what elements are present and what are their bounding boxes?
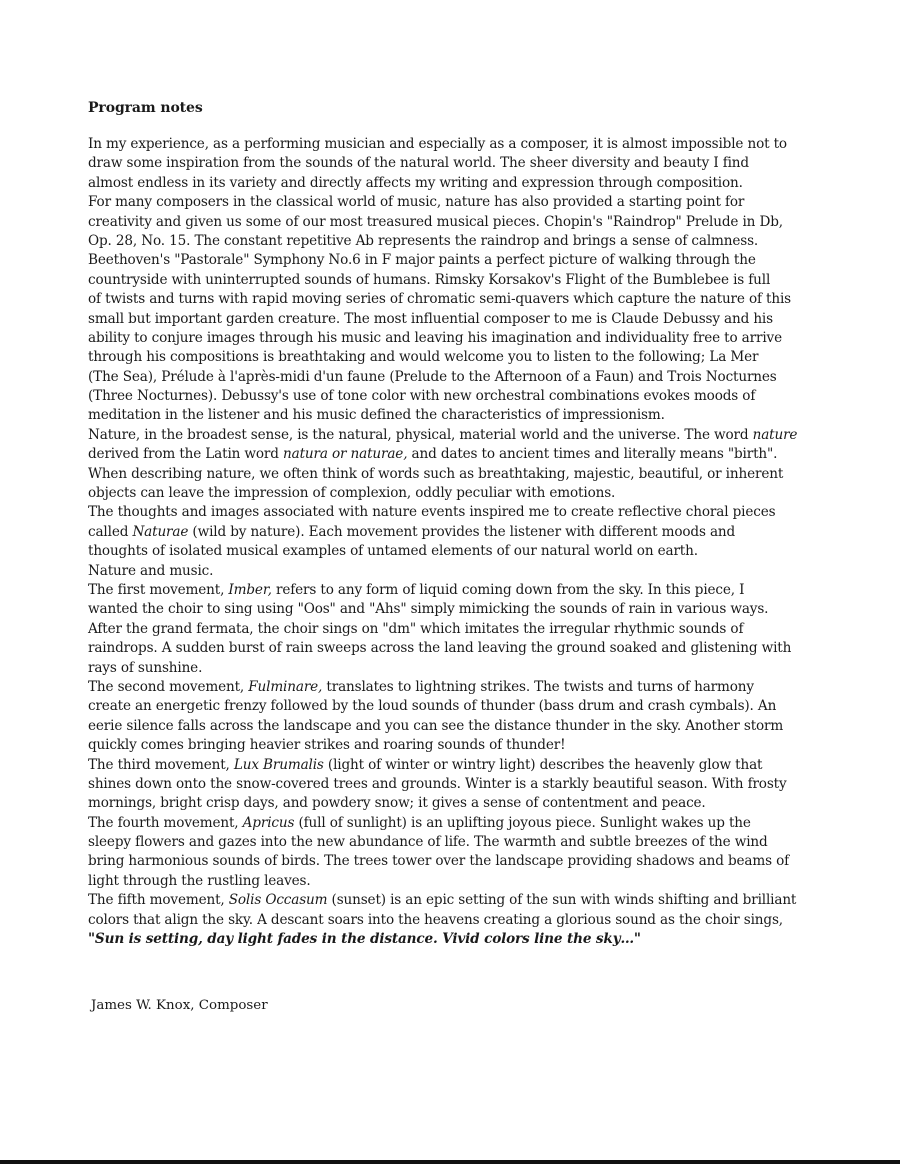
- text-line: light through the rustling leaves.: [88, 872, 311, 889]
- italic-term: Lux Brumalis: [233, 756, 324, 773]
- text-line: After the grand fermata, the choir sings on "dm" which imitates the irregular rhythmic sounds of: [88, 620, 744, 637]
- text-line: objects can leave the impression of complexion, oddly peculiar with emotions.: [88, 485, 616, 502]
- page-bottom-edge: [0, 1160, 900, 1164]
- text-line: Beethoven's "Pastorale" Symphony No.6 in F major paints a perfect picture of walking through the: [88, 252, 756, 269]
- text-line: wanted the choir to sing using "Oos" and "Ahs" simply mimicking the sounds of rain in various ways.: [88, 601, 769, 618]
- text-run: The third movement,: [88, 756, 234, 773]
- text-line: [88, 581, 788, 600]
- composer-signature: James W. Knox, Composer: [91, 998, 268, 1013]
- text-run: (full of sunlight) is an uplifting joyous piece. Sunlight wakes up the: [294, 814, 751, 831]
- italic-term: Solis Occasum: [228, 892, 328, 909]
- text-line: draw some inspiration from the sounds of the natural world. The sheer diversity and beauty I find: [88, 155, 749, 172]
- italic-term: Fulminare,: [248, 678, 323, 695]
- page-title: Program notes: [88, 100, 203, 116]
- text-run: (sunset) is an epic setting of the sun with winds shifting and brilliant: [327, 892, 797, 909]
- italic-term: natura or naturae,: [283, 446, 408, 463]
- text-run: The first movement,: [88, 581, 229, 598]
- text-line: colors that align the sky. A descant soars into the heavens creating a glorious sound as the choir sings,: [88, 911, 783, 928]
- text-line: ability to conjure images through his music and leaving his imagination and individuality free to arrive: [88, 329, 782, 346]
- text-run: (wild by nature). Each movement provides the listener with different moods and: [188, 523, 736, 540]
- text-line: [88, 678, 788, 697]
- text-run: and dates to ancient times and literally means "birth".: [407, 446, 778, 463]
- text-line: mornings, bright crisp days, and powdery snow; it gives a sense of contentment and peace.: [88, 795, 706, 812]
- text-line: through his compositions is breathtaking and would welcome you to listen to the following; La Mer: [88, 349, 759, 366]
- text-line: Op. 28, No. 15. The constant repetitive Ab represents the raindrop and brings a sense of calmness.: [88, 232, 759, 249]
- text-line: meditation in the listener and his music defined the characteristics of impressionism.: [88, 407, 665, 424]
- text-line: [88, 756, 788, 775]
- text-line: of twists and turns with rapid moving series of chromatic semi-quavers which capture the nature of this: [88, 291, 791, 308]
- text-line: [88, 426, 798, 445]
- text-run: Nature, in the broadest sense, is the natural, physical, material world and the universe. The word: [88, 426, 753, 443]
- text-line: thoughts of isolated musical examples of untamed elements of our natural world on earth.: [88, 543, 698, 560]
- text-line: shines down onto the snow-covered trees and grounds. Winter is a starkly beautiful season. With frosty: [88, 775, 787, 792]
- text-run: The fifth movement,: [88, 892, 229, 909]
- text-line: [88, 523, 788, 542]
- text-line: [88, 814, 788, 833]
- text-line: raindrops. A sudden burst of rain sweeps across the land leaving the ground soaked and glistening with: [88, 640, 792, 657]
- text-line: Nature and music.: [88, 562, 214, 579]
- text-line: (The Sea), Prélude à l'après-midi d'un faune (Prelude to the Afternoon of a Faun) and Trois Nocturnes: [88, 368, 777, 385]
- text-line: In my experience, as a performing musician and especially as a composer, it is almost impossible not to: [88, 136, 787, 152]
- text-line: (Three Nocturnes). Debussy's use of tone color with new orchestral combinations evokes moods of: [88, 388, 756, 405]
- text-line: The thoughts and images associated with nature events inspired me to create reflective choral pieces: [88, 504, 776, 521]
- italic-term: Naturae: [132, 523, 189, 540]
- text-run: The second movement,: [88, 678, 249, 695]
- text-line: When describing nature, we often think of words such as breathtaking, majestic, beautiful, or inherent: [88, 465, 784, 482]
- italic-term: Imber,: [228, 581, 272, 598]
- text-run: The fourth movement,: [88, 814, 243, 831]
- choir-lyric-quote: "Sun is setting, day light fades in the distance. Vivid colors line the sky…": [88, 931, 641, 948]
- text-line: countryside with uninterrupted sounds of humans. Rimsky Korsakov's Flight of the Bumblebee is full: [88, 271, 771, 288]
- text-line: bring harmonious sounds of birds. The trees tower over the landscape providing shadows and beams of: [88, 853, 790, 870]
- text-line: rays of sunshine.: [88, 659, 203, 676]
- text-line: sleepy flowers and gazes into the new abundance of life. The warmth and subtle breezes of the wind: [88, 834, 768, 851]
- text-run: derived from the Latin word: [88, 446, 284, 463]
- text-line: small but important garden creature. The most influential composer to me is Claude Debussy and his: [88, 310, 773, 327]
- text-line: create an energetic frenzy followed by the loud sounds of thunder (bass drum and crash cymbals). An: [88, 698, 777, 715]
- program-notes-body: [88, 135, 798, 949]
- text-line: eerie silence falls across the landscape and you can see the distance thunder in the sky. Another storm: [88, 717, 784, 734]
- text-run: called: [88, 523, 133, 540]
- text-line: [88, 891, 797, 910]
- text-run: refers to any form of liquid coming down from the sky. In this piece, I: [271, 581, 745, 598]
- text-line: For many composers in the classical world of music, nature has also provided a starting point for: [88, 194, 745, 211]
- text-line: creativity and given us some of our most treasured musical pieces. Chopin's "Raindrop" Prelude in Db,: [88, 213, 783, 230]
- text-run: (light of winter or wintry light) describes the heavenly glow that: [323, 756, 763, 773]
- italic-term: Apricus: [242, 814, 295, 831]
- text-line: quickly comes bringing heavier strikes and roaring sounds of thunder!: [88, 737, 566, 754]
- text-run: translates to lightning strikes. The twists and turns of harmony: [322, 678, 754, 695]
- text-line: [88, 445, 788, 464]
- text-line: almost endless in its variety and directly affects my writing and expression through composition.: [88, 174, 743, 191]
- text-line: [88, 930, 788, 949]
- italic-term: nature: [752, 426, 798, 443]
